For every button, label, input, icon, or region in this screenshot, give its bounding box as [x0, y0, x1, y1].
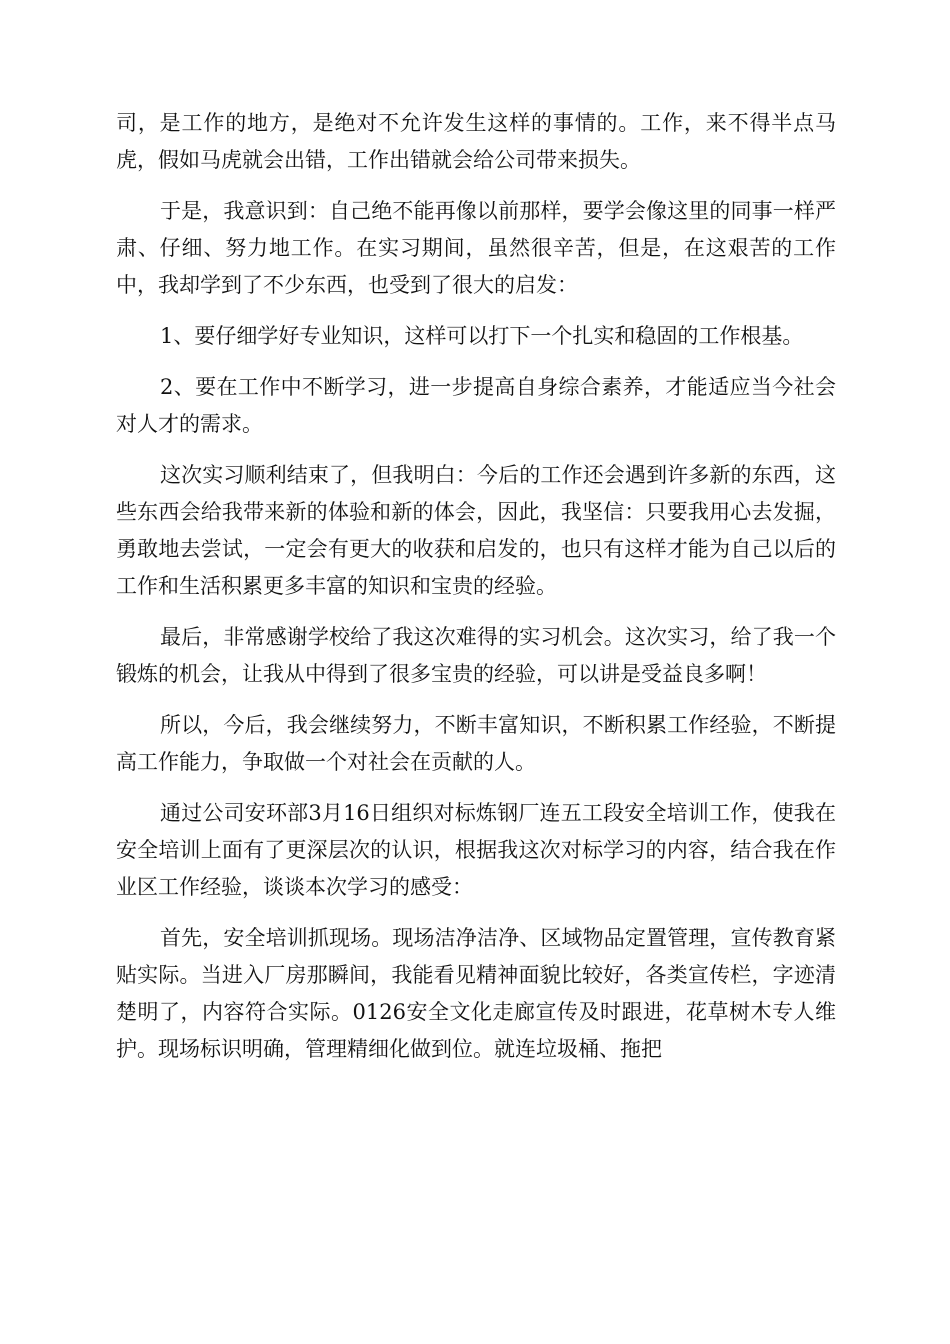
paragraph-internship-end: 这次实习顺利结束了，但我明白：今后的工作还会遇到许多新的东西，这些东西会给我带来新的体验和新的体会，因此，我坚信：只要我用心去发掘，勇敢地去尝试，一定会有更大的收获和启发的，也只有这样才能为自己以后的工作和生活积累更多丰富的知识和宝贵的经验。: [116, 463, 836, 598]
paragraph-continuation: 司，是工作的地方，是绝对不允许发生这样的事情的。工作，来不得半点马虎，假如马虎就会出错，工作出错就会给公司带来损失。: [116, 111, 836, 172]
paragraph-point-2: 2、要在工作中不断学习，进一步提高自身综合素养，才能适应当今社会对人才的需求。: [116, 375, 836, 436]
paragraph-safety-training-intro: 通过公司安环部3月16日组织对标炼钢厂连五工段安全培训工作，使我在安全培训上面有了更深层次的认识，根据我这次对标学习的内容，结合我在作业区工作经验，谈谈本次学习的感受：: [116, 801, 836, 899]
paragraph-safety-training-site: 首先，安全培训抓现场。现场洁净洁净、区域物品定置管理，宣传教育紧贴实际。当进入厂房那瞬间，我能看见精神面貌比较好，各类宣传栏，字迹清楚明了，内容符合实际。0126安全文化走廊宣传及时跟进，花草树木专人维护。现场标识明确，管理精细化做到位。就连垃圾桶、拖把: [116, 926, 836, 1061]
paragraph-realization: 于是，我意识到：自己绝不能再像以前那样，要学会像这里的同事一样严肃、仔细、努力地工作。在实习期间，虽然很辛苦，但是，在这艰苦的工作中，我却学到了不少东西，也受到了很大的启发：: [116, 199, 836, 297]
paragraph-thanks: 最后，非常感谢学校给了我这次难得的实习机会。这次实习，给了我一个锻炼的机会，让我从中得到了很多宝贵的经验，可以讲是受益良多啊！: [116, 625, 836, 686]
document-page: [116, 105, 836, 1068]
paragraph-point-1: 1、要仔细学好专业知识，这样可以打下一个扎实和稳固的工作根基。: [160, 324, 804, 348]
paragraph-future: 所以，今后，我会继续努力，不断丰富知识，不断积累工作经验，不断提高工作能力，争取做一个对社会在贡献的人。: [116, 713, 836, 774]
